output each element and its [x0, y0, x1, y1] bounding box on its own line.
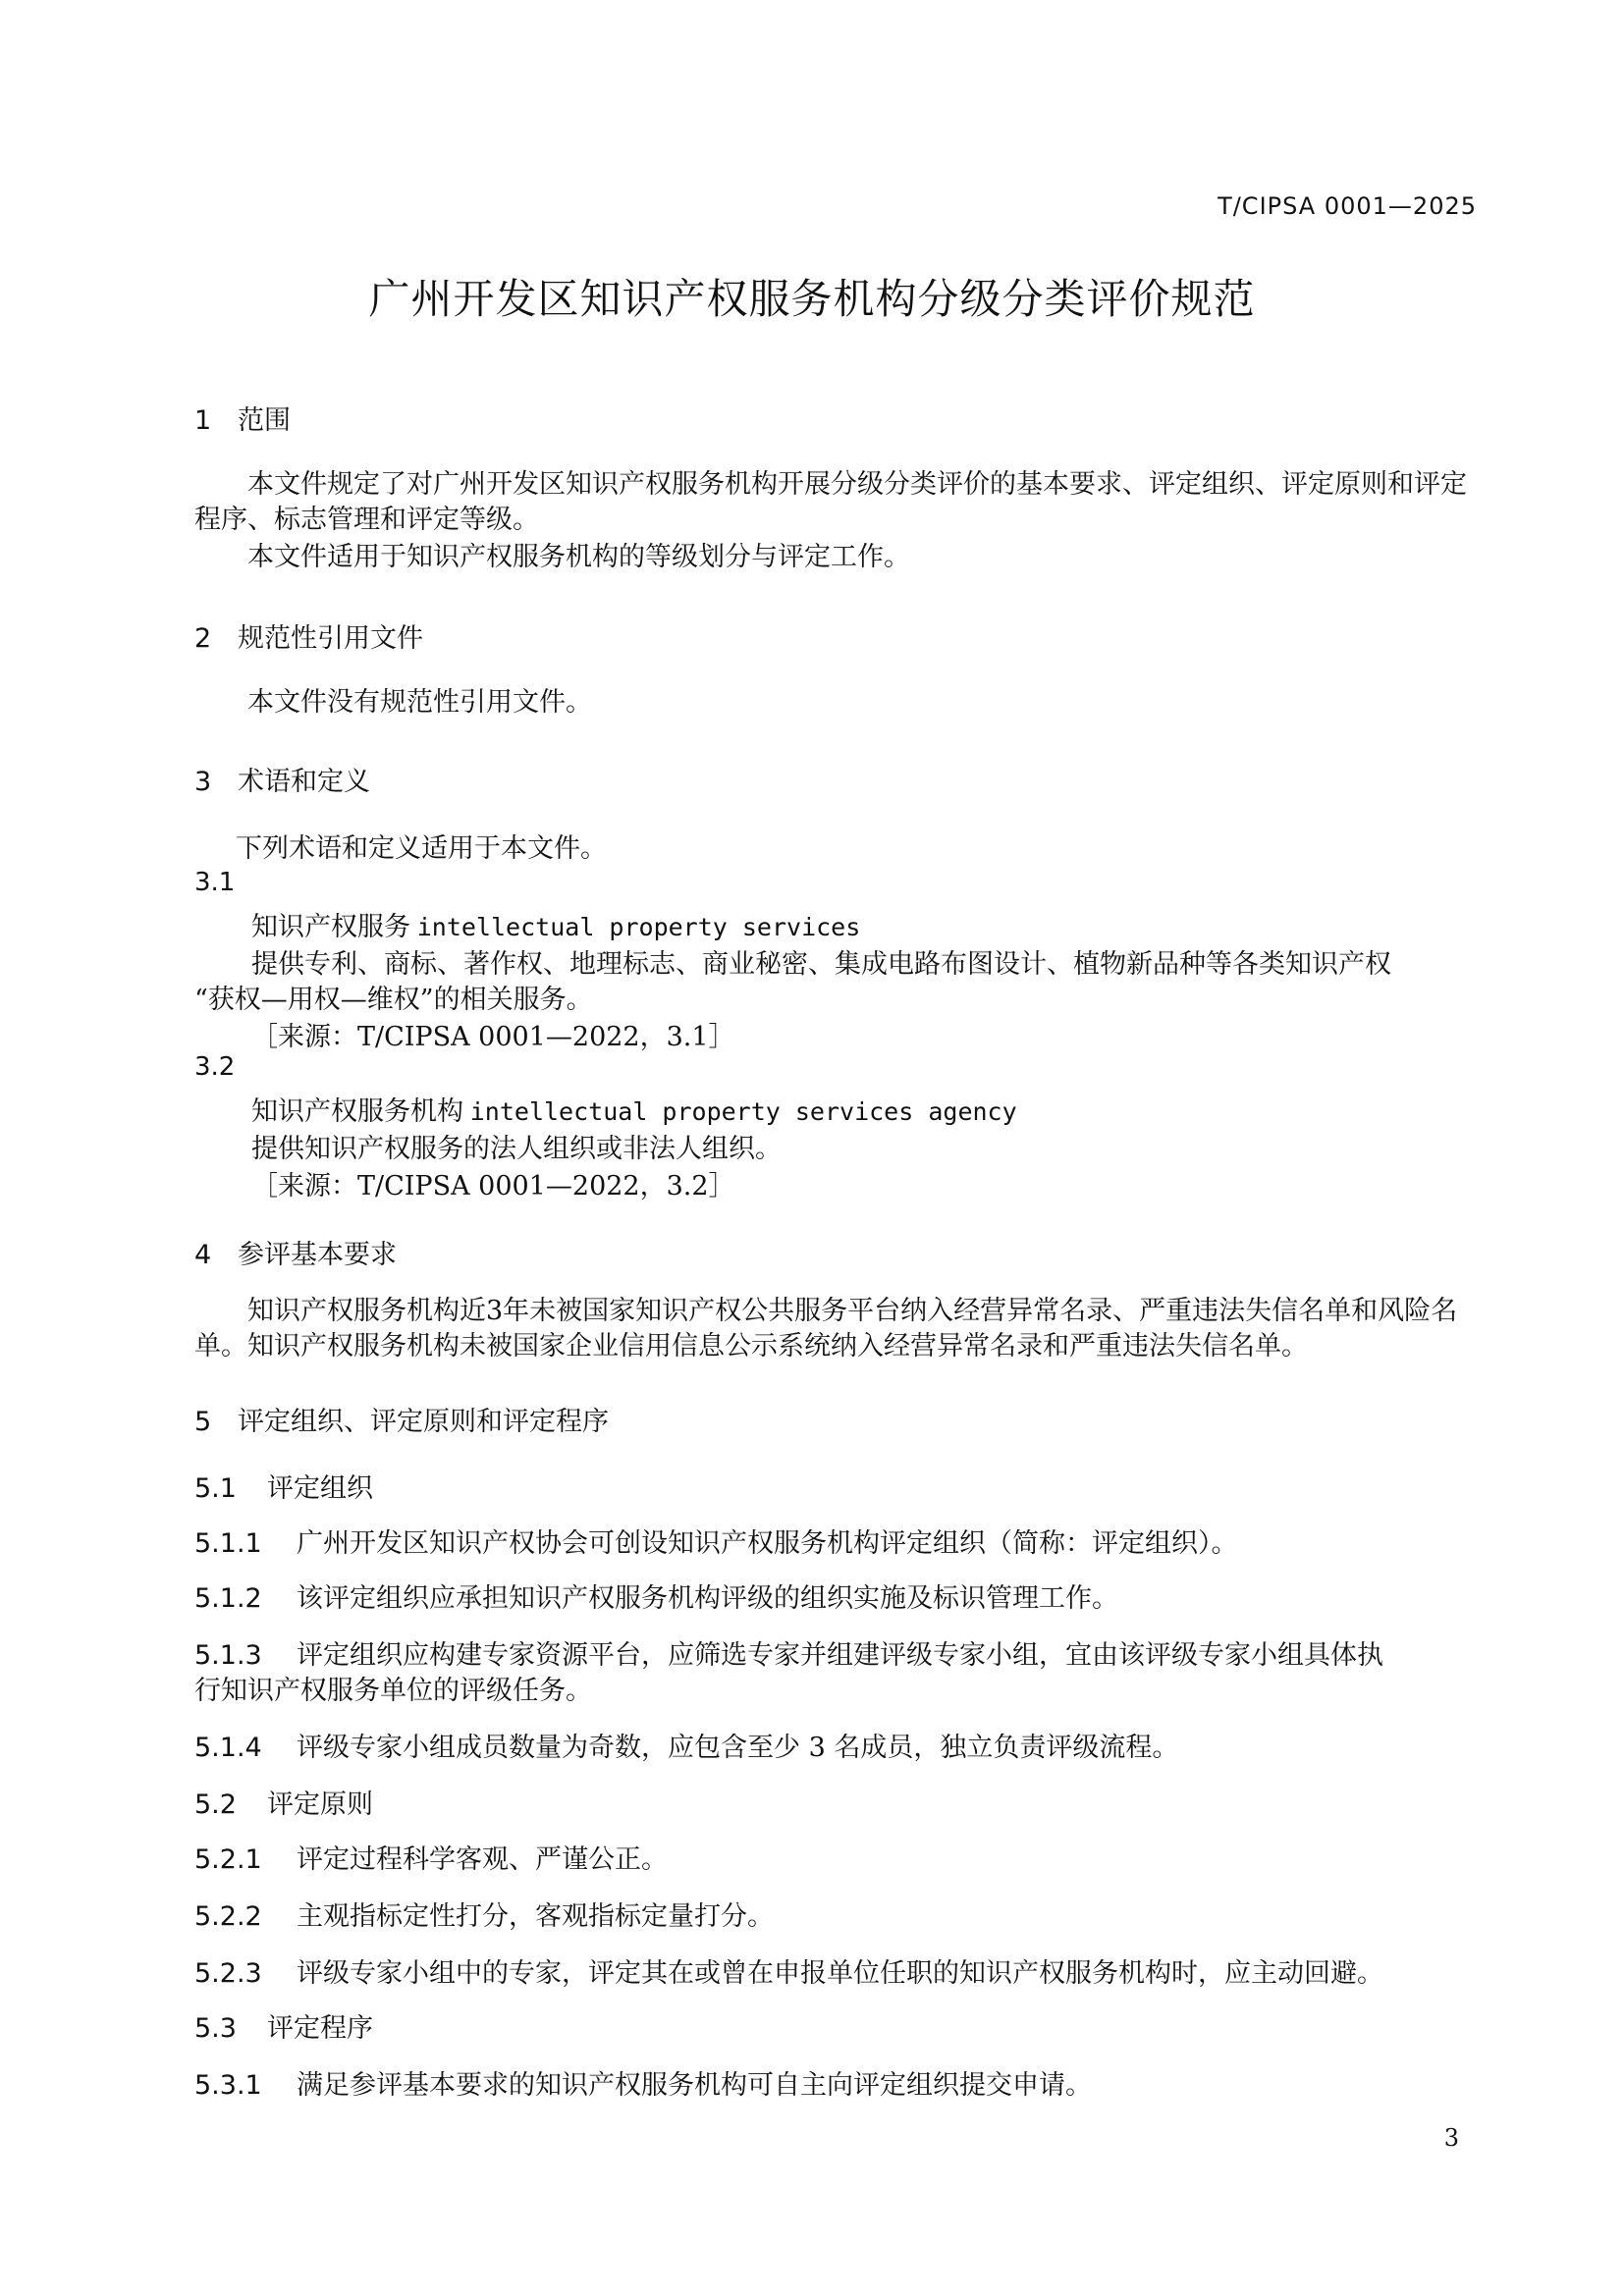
section-4-heading [194, 1233, 397, 1271]
clause-number: 5.2.2 [194, 1901, 262, 1932]
section-1-heading [194, 399, 291, 437]
clause-number: 5.2.1 [194, 1844, 262, 1875]
term-3-1-definition-line-2: “获权—用权—维权”的相关服务。 [194, 985, 593, 1015]
term-3-2-definition: 提供知识产权服务的法人组织或非法人组织。 [251, 1134, 782, 1164]
clause-5-2-3 [194, 1951, 1383, 1990]
subsection-number: 5.2 [194, 1789, 237, 1820]
term-3-2-source: ［来源：T/CIPSA 0001—2022，3.2］ [251, 1171, 735, 1201]
clause-number: 5.1.1 [194, 1528, 262, 1559]
clause-text: 主观指标定性打分，客观指标定量打分。 [297, 1901, 774, 1932]
section-3-intro: 下列术语和定义适用于本文件。 [236, 833, 607, 864]
section-1-paragraph-1: 本文件规定了对广州开发区知识产权服务机构开展分级分类评价的基本要求、评定组织、评定原则和评定程序、标志管理和评定等级。 [194, 469, 1467, 535]
section-1-paragraph-2: 本文件适用于知识产权服务机构的等级划分与评定工作。 [247, 542, 910, 572]
section-title: 规范性引用文件 [238, 623, 423, 654]
clause-number: 5.1.2 [194, 1583, 262, 1614]
section-5-heading [194, 1400, 609, 1438]
term-chinese: 知识产权服务 [251, 912, 410, 942]
section-number: 4 [194, 1240, 212, 1270]
section-2-heading [194, 616, 423, 655]
section-3-heading [194, 760, 370, 798]
page-number: 3 [1443, 2124, 1459, 2152]
section-number: 5 [194, 1407, 212, 1437]
term-3-1-source: ［来源：T/CIPSA 0001—2022，3.1］ [251, 1022, 735, 1052]
clause-5-1-1 [194, 1522, 1238, 1560]
term-english: intellectual property services [416, 913, 861, 941]
subsection-title: 评定程序 [267, 2013, 373, 2044]
clause-5-2-2 [194, 1895, 774, 1933]
subsection-5-2-heading [194, 1783, 373, 1821]
subsection-number: 5.3 [194, 2013, 237, 2044]
clause-5-1-2 [194, 1576, 1118, 1615]
subsection-number: 5.1 [194, 1473, 237, 1504]
term-3-1-number: 3.1 [194, 868, 236, 897]
section-number: 1 [194, 405, 212, 436]
clause-5-3-1 [194, 2063, 1092, 2102]
subsection-title: 评定组织 [267, 1473, 373, 1504]
section-4-paragraph-1: 知识产权服务机构近3年未被国家知识产权公共服务平台纳入经营异常名录、严重违法失信名单和风险名单。知识产权服务机构未被国家企业信用信息公示系统纳入经营异常名录和严重违法失信名单。 [194, 1296, 1458, 1362]
term-english: intellectual property services agency [469, 1097, 1017, 1126]
clause-text: 该评定组织应承担知识产权服务机构评级的组织实施及标识管理工作。 [297, 1583, 1118, 1614]
term-3-1-definition-line-1: 提供专利、商标、著作权、地理标志、商业秘密、集成电路布图设计、植物新品种等各类知识产权 [251, 949, 1391, 980]
term-chinese: 知识产权服务机构 [251, 1096, 463, 1127]
document-title: 广州开发区知识产权服务机构分级分类评价规范 [368, 275, 1256, 323]
clause-number: 5.1.3 [194, 1640, 262, 1671]
term-3-2-number: 3.2 [194, 1052, 236, 1082]
clause-5-1-3 [194, 1633, 1383, 1672]
term-3-2-title [251, 1090, 1017, 1128]
section-2-paragraph-1: 本文件没有规范性引用文件。 [247, 687, 592, 718]
section-number: 2 [194, 623, 212, 654]
clause-text: 满足参评基本要求的知识产权服务机构可自主向评定组织提交申请。 [297, 2070, 1092, 2101]
section-title: 范围 [238, 405, 291, 436]
section-title: 参评基本要求 [238, 1240, 397, 1270]
clause-5-1-3-continuation: 行知识产权服务单位的评级任务。 [194, 1676, 592, 1706]
subsection-5-1-heading [194, 1467, 373, 1505]
section-number: 3 [194, 767, 212, 797]
clause-number: 5.3.1 [194, 2070, 262, 2101]
clause-5-2-1 [194, 1838, 668, 1876]
clause-number: 5.2.3 [194, 1958, 262, 1989]
section-title: 术语和定义 [238, 767, 370, 797]
clause-number: 5.1.4 [194, 1733, 262, 1763]
clause-text: 广州开发区知识产权协会可创设知识产权服务机构评定组织（简称：评定组织）。 [297, 1528, 1238, 1559]
clause-text: 评级专家小组成员数量为奇数，应包含至少 3 名成员，独立负责评级流程。 [297, 1733, 1179, 1763]
clause-text: 评定组织应构建专家资源平台，应筛选专家并组建评级专家小组，宜由该评级专家小组具体执 [297, 1640, 1383, 1671]
standard-code: T/CIPSA 0001—2025 [1218, 192, 1477, 220]
clause-5-1-4 [194, 1726, 1178, 1764]
subsection-5-3-heading [194, 2006, 373, 2045]
section-title: 评定组织、评定原则和评定程序 [238, 1407, 609, 1437]
clause-text: 评级专家小组中的专家，评定其在或曾在申报单位任职的知识产权服务机构时，应主动回避。 [297, 1958, 1383, 1989]
clause-text: 评定过程科学客观、严谨公正。 [297, 1844, 668, 1875]
term-3-1-title [251, 905, 860, 943]
subsection-title: 评定原则 [267, 1789, 373, 1820]
